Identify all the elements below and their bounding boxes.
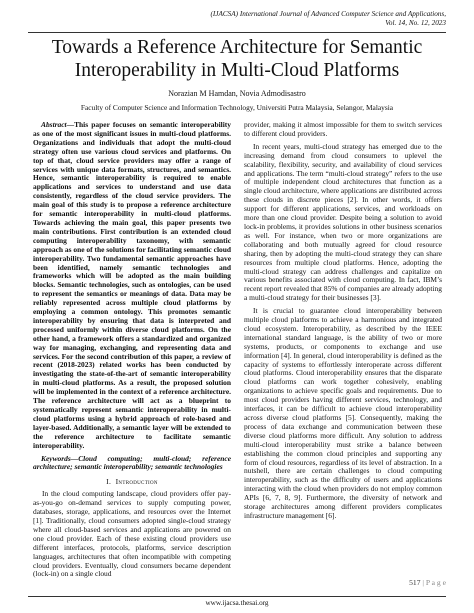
intro-paragraph-3: It is crucial to guarantee cloud interoperability between multiple cloud platforms to achieve a harmonious and integrated cloud ecosystem. Interoperability, as described by the IEEE international standard language, is the ability of two or more systems, products, or components to exchange and use information [4]. In general, cloud interoperability is defined as the capacity of systems to effortlessly interoperate across different cloud platforms. Cloud interoperability ensures that the disparate cloud platforms can work together cohesively, enabling organizations to achieve specific goals and requirements. Due to most cloud providers having different services, technology, and interfaces, it can be difficult to achieve cloud interoperability across diverse cloud platforms [5]. Consequently, making the process of data exchange and communication between these diverse cloud platforms more difficult. Any solution to address multi-cloud interoperability must strike a balance between establishing the common cloud principles and supporting any form of cloud resources, regardless of its level of abstraction. In a nutshell, there are certain challenges to cloud computing interoperability, such as the difficulty of users and applications interacting with the cloud when providers do not employ common APIs [6, 7, 8, 9]. Furthermore, the diversity of network and storage architectures among different providers complicates infrastructure management [6]. bbox=[244, 306, 442, 520]
journal-name: (IJACSA) International Journal of Advanced Computer Science and Applications, bbox=[210, 10, 446, 18]
journal-volume: Vol. 14, No. 12, 2023 bbox=[385, 18, 446, 27]
footer-url: www.ijacsa.thesai.org bbox=[205, 599, 269, 607]
section-heading-introduction bbox=[33, 478, 231, 487]
paper-affiliation: Faculty of Computer Science and Information Technology, Universiti Putra Malaysia, Selangor, Malaysia bbox=[80, 103, 394, 112]
intro-paragraph-1: In the cloud computing landscape, cloud providers offer pay-as-you-go on-demand services to supply computing power, databases, storage, applications, and resources over the Internet [1]. Traditionally, cloud consumers adopted single-cloud strategy where all cloud-based services and applications are powered on one cloud provider. Each of these existing cloud providers use different interfaces, protocols, platforms, service description languages, architectures that often incompatible with competing cloud providers. Eventually, cloud consumers became dependent (lock-in) on a single cloud bbox=[33, 489, 231, 579]
page-label: | P a g e bbox=[422, 578, 446, 587]
keywords: Keywords—Cloud computing; multi-cloud; reference architecture; semantic interoperability; semantic technologies bbox=[33, 453, 231, 472]
section-number: I. bbox=[106, 477, 112, 487]
header-divider bbox=[28, 32, 446, 33]
footer-divider bbox=[28, 596, 446, 597]
left-column bbox=[33, 121, 231, 583]
intro-paragraph-2: In recent years, multi-cloud strategy has emerged due to the increasing demand from cloud consumers to uplevel the scalability, flexibility, security, and availability of cloud services and applications. The term “multi-cloud strategy” refers to the use of multiple independent cloud architectures that function as a single cloud architecture, where applications are distributed across these clouds in discrete pieces [2]. In other words, it offers support for different applications, services, and workloads on more than one cloud provider. Despite being a solution to avoid lock-in problems, it provides solutions in other business scenarios as well. For instance, when two or more organizations are collaborating and both mutually agreed for cloud resource sharing, then by adopting the multi-cloud strategy they can share resources from multiple cloud platforms. Hence, adopting the multi-cloud strategy can address challenges and capitalize on various benefits associated with cloud computing. In fact, IBM’s recent report revealed that 85% of companies are already adopting a multi-cloud strategy for their businesses [3]. bbox=[244, 141, 442, 303]
abstract-lead: Abstract bbox=[41, 120, 67, 129]
abstract-text: —This paper focuses on semantic interoperability as one of the most significant issues in multi-cloud platforms. Organizations and individuals that adopt the multi-cloud strategy often use various cloud services and platforms. On top of that, cloud service providers may offer a range of services with unique data formats, structures, and semantics. Hence, semantic interoperability is required to enable applications and services to understand and use data consistently, regardless of the cloud service providers. The main goal of this study is to propose a reference architecture for semantic interoperability in multi-cloud platforms. Towards achieving the main goal, this paper presents two main contributions. First contribution is an extended cloud computing interoperability taxonomy, with semantic approach as one of the solutions for facilitating semantic cloud interoperability. Two fundamental semantic approaches have been identified, namely semantic technologies and frameworks which will be adopted as the main building blocks. Semantic technologies, such as ontologies, can be used to represent the semantics or meanings of data. Data may be reliably represented across multiple cloud platforms by employing a common ontology. This promotes semantic interoperability by ensuring that data is interpreted and processed uniformly within diverse cloud platforms. On the other hand, a framework offers a standardized and organized way for managing, exchanging, and representing data and services. For the second contribution of this paper, a review of recent (2018-2023) related works has been conducted by investigating the state-of-the-art of semantic interoperability in multi-cloud platforms. As a result, the proposed solution will be implemented in the context of a reference architecture. The reference architecture will act as a blueprint to systematically represent semantic interoperability in multi-cloud platforms using a hybrid approach of role-based and layer-based. Additionally, a semantic layer will be extended to the reference architecture to facilitate semantic interoperability. bbox=[33, 120, 231, 450]
abstract bbox=[33, 121, 231, 451]
journal-header bbox=[146, 10, 446, 27]
right-column bbox=[244, 121, 442, 525]
page-number bbox=[409, 578, 446, 587]
section-title: Introduction bbox=[115, 477, 158, 487]
page-number-value: 517 bbox=[409, 578, 421, 587]
intro-paragraph-continued: provider, making it almost impossible for them to switch services to different cloud providers. bbox=[244, 120, 442, 138]
paper-title: Towards a Reference Architecture for Semantic Interoperability in Multi-Cloud Platforms bbox=[51, 37, 423, 81]
paper-authors: Norazian M Hamdan, Novia Admodisastro bbox=[168, 89, 306, 98]
